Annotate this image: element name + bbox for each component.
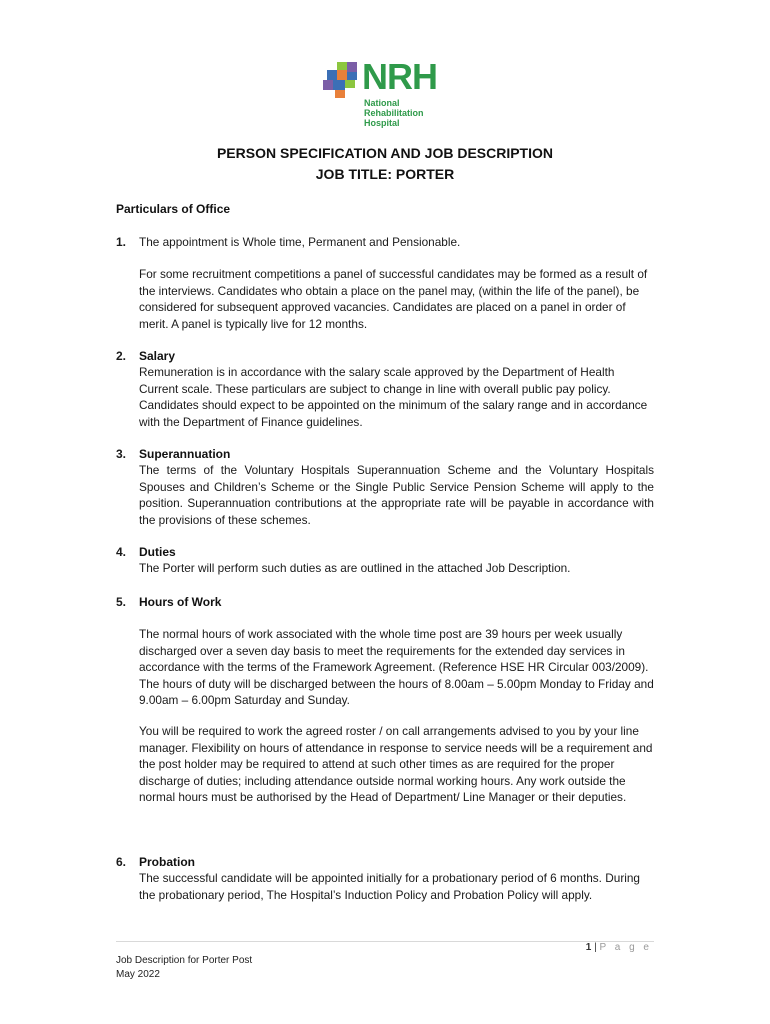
section-1-text: The appointment is Whole time, Permanent and Pensionable.	[139, 235, 461, 249]
duties-text: The Porter will perform such duties as are outlined in the attached Job Description.	[139, 561, 571, 575]
footer-divider	[116, 941, 654, 942]
superannuation-heading: Superannuation	[139, 447, 231, 461]
duties-heading: Duties	[139, 545, 176, 559]
hours-heading: Hours of Work	[139, 595, 222, 609]
section-6-number: 6.	[116, 855, 127, 869]
document-title: PERSON SPECIFICATION AND JOB DESCRIPTION	[216, 145, 554, 161]
hours-text-1: The normal hours of work associated with the whole time post are 39 hours per week usually discharged over a seven day basis to meet the requirements for the extended day services in accordance with the terms of the Framework Agreement. (Reference HSE HR Circular 003/2009). The hours of duty will be discharged between the hours of 8.00am – 5.00pm Monday to Friday and 9.00am – 6.00pm Saturday and Sunday.	[139, 627, 654, 707]
footer-doc-title: Job Description for Porter Post	[116, 955, 253, 966]
job-title: JOB TITLE: PORTER	[315, 166, 455, 182]
particulars-heading: Particulars of Office	[116, 202, 231, 216]
superannuation-text: The terms of the Voluntary Hospitals Superannuation Scheme and the Voluntary Hospitals Spouses and Children’s Scheme or the Single Public Service Pension Scheme will apply to the position. Superannuation contributions at the appropriate rate will be payable in accordance with the provisions of these schemes.	[139, 463, 654, 527]
hours-text-2: You will be required to work the agreed roster / on call arrangements advised to you by your line manager. Flexibility on hours of attendance in response to service needs will be a requirement and the post holder may be required to attend at such other times as are required for the proper discharge of duties; including attendance outside normal working hours. Any work outside the normal hours must be authorised by the Head of Department/ Line Manager or their deputies.	[139, 724, 653, 804]
section-1-number: 1.	[116, 235, 127, 249]
salary-text: Remuneration is in accordance with the salary scale approved by the Department of Health Current scale. These particulars are subject to change in line with overall public pay policy. Candidates should expect to be appointed on the minimum of the salary range and in accordance with the Department of Finance guidelines.	[139, 365, 648, 429]
section-3-number: 3.	[116, 447, 127, 461]
section-1-panel-text: For some recruitment competitions a panel of successful candidates may be formed as a result of the interviews. Candidates who obtain a place on the panel may, (within the life of the panel), be considered for subsequent approved vacancies. Candidates are placed on a panel in order of merit. A panel is typically live for 12 months.	[139, 267, 648, 331]
page-number: 1 | P a g e	[585, 942, 652, 953]
logo-acronym: NRH	[362, 56, 437, 97]
section-5-number: 5.	[116, 595, 127, 609]
probation-heading: Probation	[139, 855, 195, 869]
salary-heading: Salary	[139, 349, 176, 363]
nrh-logo	[323, 56, 453, 128]
section-2-number: 2.	[116, 349, 127, 363]
logo-mosaic-icon	[323, 62, 361, 98]
probation-text: The successful candidate will be appointed initially for a probationary period of 6 months. During the probationary period, The Hospital’s Induction Policy and Probation Policy will apply.	[139, 871, 640, 902]
logo-full-name: National Rehabilitation Hospital	[364, 98, 424, 128]
footer-date: May 2022	[116, 969, 160, 980]
section-4-number: 4.	[116, 545, 127, 559]
